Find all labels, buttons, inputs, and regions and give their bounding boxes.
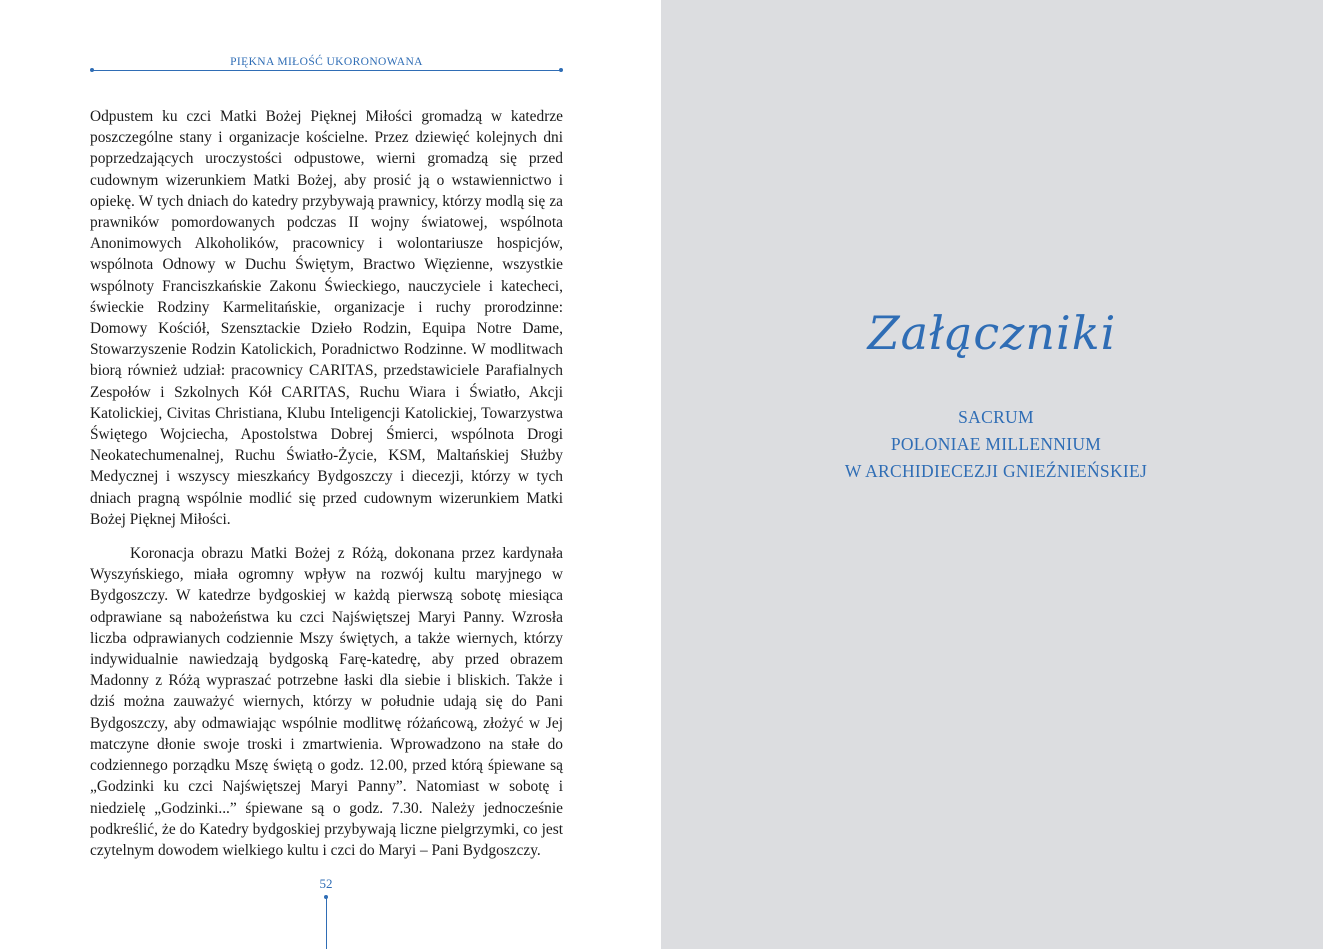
page-number-line [326, 897, 327, 949]
page-number: 52 [319, 876, 333, 891]
section-subtitle [661, 404, 1323, 485]
subtitle-line: SACRUM [958, 407, 1034, 427]
subtitle-line: W ARCHIDIECEZJI GNIEŹNIEŃSKIEJ [844, 461, 1148, 481]
running-head: PIĘKNA MIŁOŚĆ UKORONOWANA [230, 56, 423, 68]
subtitle-line: POLONIAE MILLENNIUM [890, 434, 1102, 454]
right-page [661, 0, 1323, 949]
left-page [0, 0, 661, 949]
body-text [90, 106, 563, 861]
section-title: Załączniki [867, 306, 1117, 360]
rule-dot-left [90, 68, 94, 72]
paragraph: Odpustem ku czci Matki Bożej Pięknej Miłości gromadzą w katedrze poszczególne stany i organizacje kościelne. Przez dziewięć kolejnych dni poprzedzających uroczystości odpustowe, wierni gromadzą się przed cudownym wizerunkiem Matki Bożej, aby prosić ją o wstawiennictwo i opiekę. W tych dniach do katedry przybywają prawnicy, którzy modlą się za prawników pomordowanych podczas II wojny światowej, wspólnota Anonimowych Alkoholików, pracownicy i wolontariusze hospicjów, wspólnota Odnowy w Duchu Świętym, Bractwo Więzienne, wszystkie wspólnoty Franciszkańskie Zakonu Świeckiego, nauczyciele i katecheci, świeckie Rodziny Karmelitańskie, organizacje i ruchy prorodzinne: Domowy Kościół, Szensztackie Dzieło Rodzin, Equipa Notre Dame, Stowarzyszenie Rodzin Katolickich, Poradnictwo Rodzinne. W modlitwach biorą również udział: pracownicy CARITAS, przedstawiciele Parafialnych Zespołów i Szkolnych Kół CARITAS, Ruchu Wiara i Światło, Akcji Katolickiej, Civitas Christiana, Klubu Inteligencji Katolickiej, Towarzystwa Świętego Wojciecha, Apostolstwa Dobrej Śmierci, wspólnota Drogi Neokatechumenalnej, Ruchu Światło-Życie, KSM, Maltańskiej Służby Medycznej i wszyscy mieszkańcy Bydgoszczy i diecezji, którzy w tych dniach pragną wspólnie modlić się przed cudownym wizerunkiem Matki Bożej Pięknej Miłości. [90, 108, 563, 528]
paragraph: Koronacja obrazu Matki Bożej z Różą, dokonana przez kardynała Wyszyńskiego, miała ogromny wpływ na rozwój kultu maryjnego w Bydgoszczy. W katedrze bydgoskiej w każdą pierwszą sobotę miesiąca odprawiane są nabożeństwa ku czci Najświętszej Maryi Panny. Wzrosła liczba odprawianych codziennie Mszy świętych, a także wiernych, którzy indywidualnie nawiedzają bydgoską Farę-katedrę, aby przed obrazem Madonny z Różą wypraszać potrzebne łaski dla siebie i bliskich. Także i dziś można zauważyć wiernych, którzy w południe udają się do Pani Bydgoszczy, aby odmawiając wspólnie modlitwę różańcową, złożyć w Jej matczyne dłonie swoje troski i zmartwienia. Wprowadzono na stałe do codziennego porządku Mszę świętą o godz. 12.00, przed którą śpiewane są „Godzinki ku czci Najświętszej Maryi Panny”. Natomiast w sobotę i niedzielę „Godzinki...” śpiewane są o godz. 7.30. Należy jednocześnie podkreślić, że do Katedry bydgoskiej przybywają liczne pielgrzymki, co jest czytelnym dowodem wielkiego kultu i czci do Maryi – Pani Bydgoszczy. [90, 545, 563, 859]
rule-dot-right [559, 68, 563, 72]
running-head-rule [92, 70, 561, 71]
